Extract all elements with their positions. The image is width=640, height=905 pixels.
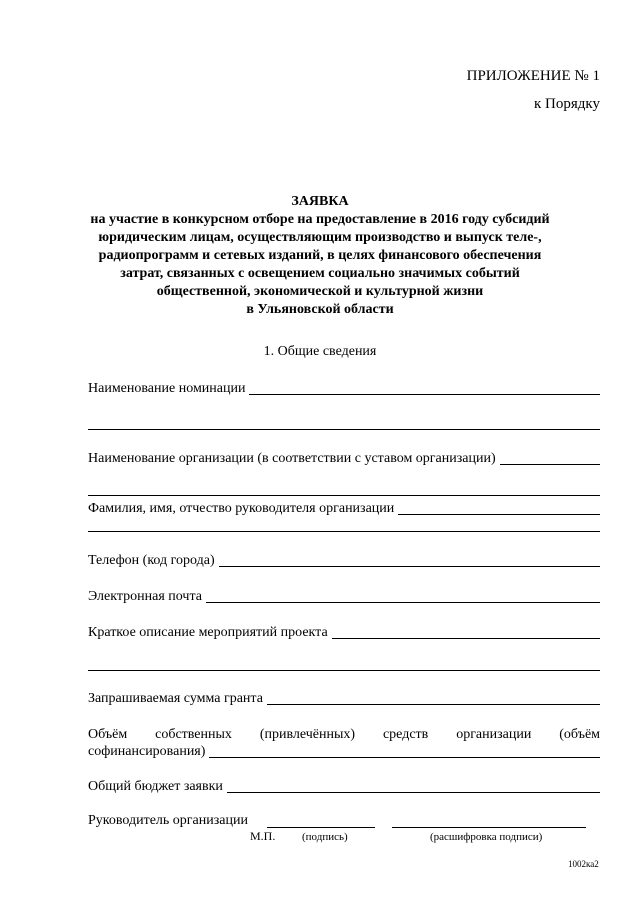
head-name-row — [88, 500, 600, 518]
email-row — [88, 588, 600, 606]
total-budget-row — [88, 778, 600, 796]
own-funds-label-line1: Объём собственных (привлечённых) средств организации (объём — [88, 727, 601, 742]
phone-label: Телефон (код города) — [88, 553, 215, 568]
appendix-header — [430, 62, 600, 118]
phone-row — [88, 552, 600, 570]
email-input-line[interactable] — [206, 589, 600, 603]
signature-decoding-line[interactable] — [392, 827, 586, 828]
title-line: общественной, экономической и культурной жизни — [156, 284, 484, 299]
total-budget-label: Общий бюджет заявки — [88, 779, 223, 794]
title-line: юридическим лицам, осуществляющим производство и выпуск теле-, — [98, 230, 542, 245]
signature-decoding-caption: (расшифровка подписи) — [430, 831, 543, 843]
footer-code: 1002ка2 — [568, 859, 599, 869]
stamp-place: М.П. — [250, 829, 276, 843]
document-title — [80, 193, 560, 319]
nomination-extra-line[interactable] — [88, 429, 600, 430]
organization-label: Наименование организации (в соответствии с уставом организации) — [88, 451, 496, 466]
head-name-extra-line[interactable] — [88, 531, 600, 532]
title-main: ЗАЯВКА — [291, 194, 349, 209]
head-label: Руководитель организации — [88, 813, 248, 828]
nomination-row — [88, 380, 600, 398]
description-input-line[interactable] — [332, 625, 600, 639]
grant-sum-input-line[interactable] — [267, 691, 600, 705]
own-funds-row — [88, 743, 600, 761]
organization-row — [88, 450, 600, 468]
title-line: в Ульяновской области — [246, 302, 394, 317]
grant-sum-label: Запрашиваемая сумма гранта — [88, 691, 263, 706]
title-line: на участие в конкурсном отборе на предоставление в 2016 году субсидий — [90, 212, 550, 227]
phone-input-line[interactable] — [219, 553, 600, 567]
head-name-input-line[interactable] — [398, 501, 600, 515]
signature-caption: (подпись) — [302, 831, 348, 843]
organization-input-line[interactable] — [500, 451, 600, 465]
nomination-input-line[interactable] — [249, 381, 600, 395]
signature-line[interactable] — [267, 827, 375, 828]
appendix-reference: к Порядку — [534, 96, 600, 112]
description-label: Краткое описание мероприятий проекта — [88, 625, 328, 640]
own-funds-input-line[interactable] — [209, 744, 600, 758]
head-name-label: Фамилия, имя, отчество руководителя организации — [88, 501, 395, 516]
title-line: радиопрограмм и сетевых изданий, в целях финансового обеспечения — [98, 248, 542, 263]
own-funds-label-line2: софинансирования) — [88, 744, 206, 759]
description-extra-line[interactable] — [88, 670, 600, 671]
section-heading: 1. Общие сведения — [263, 344, 377, 359]
email-label: Электронная почта — [88, 589, 202, 604]
title-line: затрат, связанных с освещением социально значимых событий — [120, 266, 520, 281]
organization-extra-line[interactable] — [88, 495, 600, 496]
grant-sum-row — [88, 690, 600, 708]
total-budget-input-line[interactable] — [227, 779, 600, 793]
appendix-number: ПРИЛОЖЕНИЕ № 1 — [466, 68, 600, 84]
description-row — [88, 624, 600, 642]
nomination-label: Наименование номинации — [88, 381, 246, 396]
